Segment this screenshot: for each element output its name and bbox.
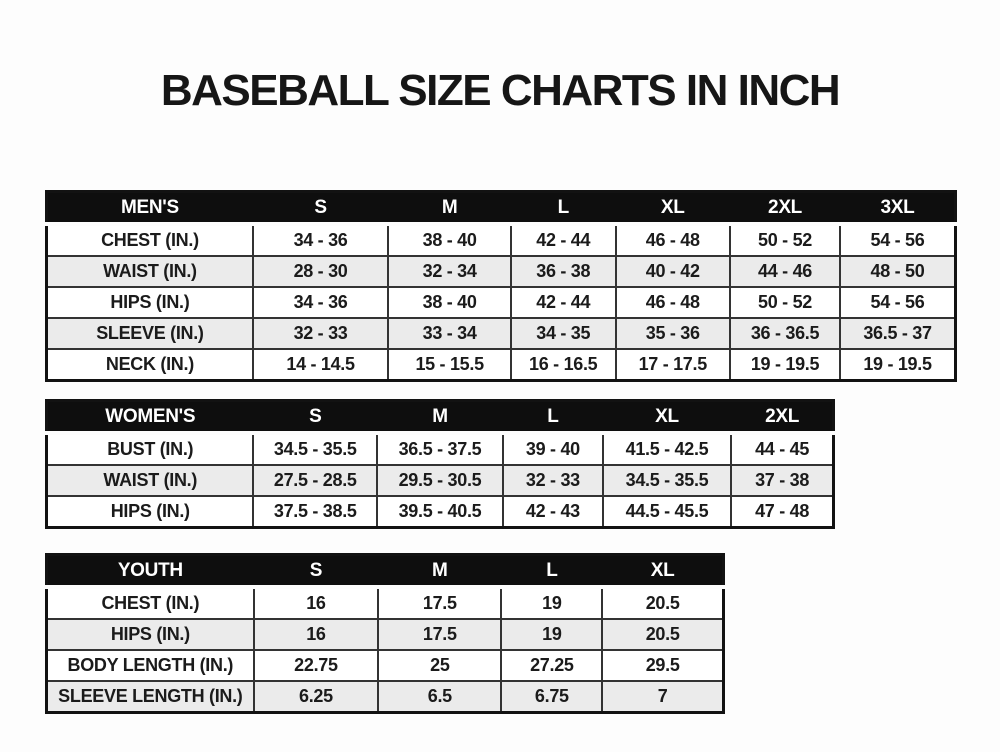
size-cell: 6.25	[254, 681, 379, 713]
size-cell: 44.5 - 45.5	[603, 496, 731, 528]
size-cell: 20.5	[602, 619, 723, 650]
table-row	[47, 496, 834, 528]
womens-header-label: WOMEN'S	[47, 401, 254, 434]
row-label: HIPS (IN.)	[47, 496, 254, 528]
row-label: BODY LENGTH (IN.)	[47, 650, 254, 681]
table-row	[47, 650, 724, 681]
size-cell: 17.5	[378, 619, 501, 650]
size-cell: 44 - 46	[730, 256, 840, 287]
table-row	[47, 619, 724, 650]
size-cell: 32 - 33	[253, 318, 388, 349]
womens-header-xl: XL	[603, 401, 731, 434]
size-cell: 32 - 33	[503, 465, 603, 496]
womens-size-table	[45, 399, 835, 529]
size-cell: 34.5 - 35.5	[253, 433, 377, 465]
size-cell: 17.5	[378, 587, 501, 619]
size-cell: 6.5	[378, 681, 501, 713]
table-row	[47, 224, 956, 256]
page-title: BASEBALL SIZE CHARTS IN INCH	[160, 66, 840, 115]
size-cell: 27.25	[501, 650, 602, 681]
size-cell: 36.5 - 37	[840, 318, 955, 349]
size-cell: 19 - 19.5	[840, 349, 955, 381]
size-cell: 37 - 38	[731, 465, 833, 496]
size-cell: 54 - 56	[840, 287, 955, 318]
size-cell: 36.5 - 37.5	[377, 433, 503, 465]
size-cell: 34 - 35	[511, 318, 616, 349]
size-cell: 19	[501, 587, 602, 619]
size-cell: 16	[254, 619, 379, 650]
youth-header-row	[47, 555, 724, 588]
youth-header-m: M	[378, 555, 501, 588]
size-cell: 42 - 44	[511, 287, 616, 318]
size-cell: 19 - 19.5	[730, 349, 840, 381]
size-cell: 35 - 36	[616, 318, 731, 349]
table-row	[47, 433, 834, 465]
mens-header-s: S	[253, 192, 388, 225]
table-row	[47, 318, 956, 349]
size-cell: 54 - 56	[840, 224, 955, 256]
size-cell: 29.5	[602, 650, 723, 681]
row-label: SLEEVE (IN.)	[47, 318, 253, 349]
size-cell: 33 - 34	[388, 318, 511, 349]
size-cell: 20.5	[602, 587, 723, 619]
size-cell: 19	[501, 619, 602, 650]
size-cell: 39.5 - 40.5	[377, 496, 503, 528]
mens-header-xl: XL	[616, 192, 731, 225]
row-label: HIPS (IN.)	[47, 619, 254, 650]
size-cell: 46 - 48	[616, 287, 731, 318]
table-row	[47, 256, 956, 287]
row-label: BUST (IN.)	[47, 433, 254, 465]
table-row	[47, 287, 956, 318]
table-row	[47, 681, 724, 713]
size-cell: 34 - 36	[253, 224, 388, 256]
row-label: HIPS (IN.)	[47, 287, 253, 318]
mens-header-3xl: 3XL	[840, 192, 955, 225]
size-cell: 38 - 40	[388, 224, 511, 256]
size-cell: 40 - 42	[616, 256, 731, 287]
size-cell: 48 - 50	[840, 256, 955, 287]
youth-header-xl: XL	[602, 555, 723, 588]
row-label: WAIST (IN.)	[47, 256, 253, 287]
youth-header-l: L	[501, 555, 602, 588]
womens-header-l: L	[503, 401, 603, 434]
size-cell: 41.5 - 42.5	[603, 433, 731, 465]
size-cell: 17 - 17.5	[616, 349, 731, 381]
row-label: WAIST (IN.)	[47, 465, 254, 496]
row-label: NECK (IN.)	[47, 349, 253, 381]
size-cell: 36 - 38	[511, 256, 616, 287]
size-cell: 36 - 36.5	[730, 318, 840, 349]
row-label: CHEST (IN.)	[47, 587, 254, 619]
size-cell: 50 - 52	[730, 287, 840, 318]
womens-header-s: S	[253, 401, 377, 434]
size-cell: 7	[602, 681, 723, 713]
size-cell: 42 - 44	[511, 224, 616, 256]
size-cell: 28 - 30	[253, 256, 388, 287]
youth-header-label: YOUTH	[47, 555, 254, 588]
youth-size-table	[45, 553, 725, 714]
size-cell: 44 - 45	[731, 433, 833, 465]
size-cell: 29.5 - 30.5	[377, 465, 503, 496]
womens-header-m: M	[377, 401, 503, 434]
size-cell: 6.75	[501, 681, 602, 713]
size-cell: 27.5 - 28.5	[253, 465, 377, 496]
mens-header-row	[47, 192, 956, 225]
youth-header-s: S	[254, 555, 379, 588]
size-cell: 42 - 43	[503, 496, 603, 528]
size-cell: 50 - 52	[730, 224, 840, 256]
size-cell: 15 - 15.5	[388, 349, 511, 381]
size-cell: 14 - 14.5	[253, 349, 388, 381]
size-cell: 25	[378, 650, 501, 681]
table-row	[47, 465, 834, 496]
size-cell: 37.5 - 38.5	[253, 496, 377, 528]
size-cell: 39 - 40	[503, 433, 603, 465]
row-label: SLEEVE LENGTH (IN.)	[47, 681, 254, 713]
table-row	[47, 587, 724, 619]
table-row	[47, 349, 956, 381]
mens-header-l: L	[511, 192, 616, 225]
womens-header-2xl: 2XL	[731, 401, 833, 434]
mens-header-2xl: 2XL	[730, 192, 840, 225]
size-cell: 16 - 16.5	[511, 349, 616, 381]
size-cell: 38 - 40	[388, 287, 511, 318]
mens-header-m: M	[388, 192, 511, 225]
size-cell: 34 - 36	[253, 287, 388, 318]
size-cell: 32 - 34	[388, 256, 511, 287]
size-cell: 47 - 48	[731, 496, 833, 528]
size-cell: 46 - 48	[616, 224, 731, 256]
mens-header-label: MEN'S	[47, 192, 253, 225]
row-label: CHEST (IN.)	[47, 224, 253, 256]
size-cell: 22.75	[254, 650, 379, 681]
mens-size-table	[45, 190, 957, 382]
size-cell: 16	[254, 587, 379, 619]
size-cell: 34.5 - 35.5	[603, 465, 731, 496]
womens-header-row	[47, 401, 834, 434]
